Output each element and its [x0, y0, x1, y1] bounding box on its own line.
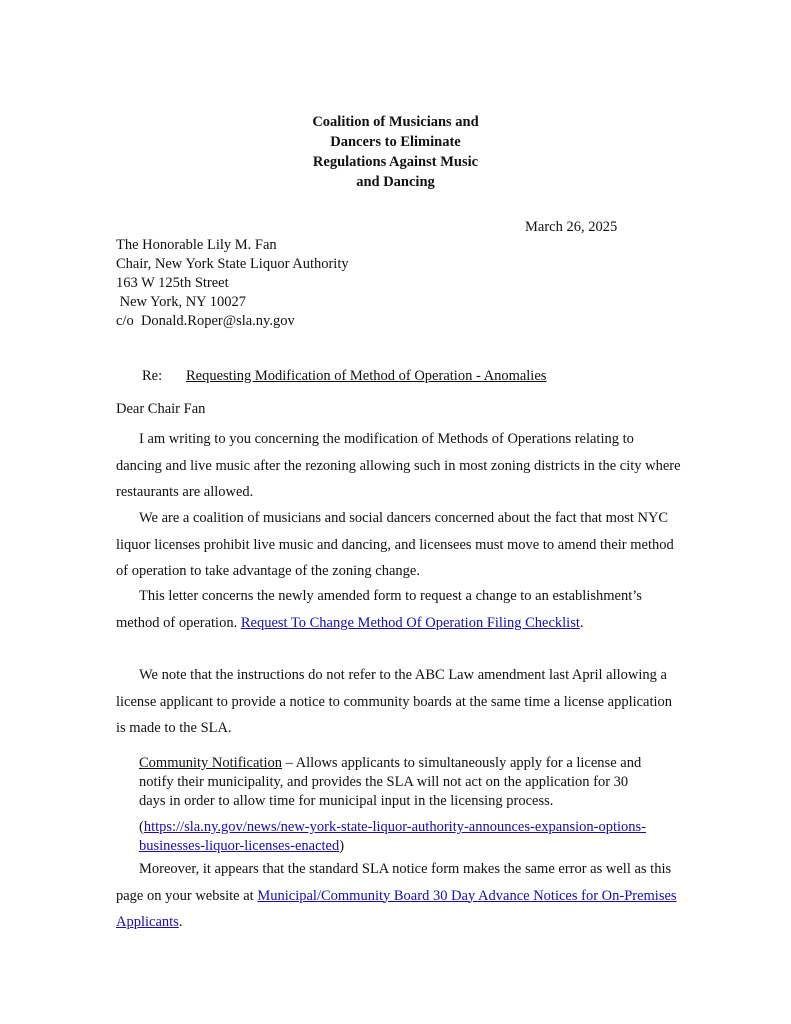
subject-label: Re: [142, 368, 163, 384]
filing-checklist-link[interactable]: Request To Change Method Of Operation Filing Checklist [240, 614, 580, 631]
paragraph-5 [116, 856, 681, 936]
recipient-city: New York, NY 10027 [116, 294, 246, 310]
letterhead-line-4: and Dancing [356, 174, 435, 190]
salutation: Dear Chair Fan [116, 401, 206, 417]
advance-notices-link[interactable]: Municipal/Community Board 30 Day Advance Notices for On-Premises Applicants [116, 887, 677, 930]
paragraph-2: We are a coalition of musicians and social dancers concerned about the fact that most NYC liquor licenses prohibit live music and dancing, and licensees must move to amend their method of operation to take advantage of the zoning change. [116, 510, 674, 579]
quoted-block [139, 754, 649, 811]
subject-line [142, 366, 546, 386]
letter-date: March 26, 2025 [525, 219, 618, 235]
letterhead-line-2: Dancers to Eliminate [330, 134, 461, 150]
recipient-street: 163 W 125th Street [116, 275, 229, 291]
paragraph-5-text: Moreover, it appears that the standard SLA notice form makes the same error as well as this page on your website at [116, 861, 672, 904]
subject-text: Requesting Modification of Method of Operation - Anomalies [186, 368, 547, 384]
announcement-link[interactable]: https://sla.ny.gov/news/new-york-state-liquor-authority-announces-expansion-options-businesses-liquor-licenses-enacted [139, 819, 646, 854]
paragraph-3-text: This letter concerns the newly amended form to request a change to an establishment’s method of operation. [116, 588, 642, 631]
paragraph-1: I am writing to you concerning the modification of Methods of Operations relating to dancing and live music after the rezoning allowing such in most zoning districts in the city where restaurants are allowed. [116, 431, 681, 500]
recipient-name: The Honorable Lily M. Fan [116, 237, 277, 253]
quote-url-open: ( [139, 819, 144, 835]
recipient-care-of: c/o Donald.Roper@sla.ny.gov [116, 313, 295, 329]
quote-source [139, 818, 659, 856]
quote-url-close: ) [339, 838, 345, 854]
recipient-title: Chair, New York State Liquor Authority [116, 256, 349, 272]
quote-term: Community Notification [139, 755, 282, 771]
letterhead-line-3: Regulations Against Music [312, 154, 479, 170]
paragraph-4: We note that the instructions do not refer to the ABC Law amendment last April allowing a license applicant to provide a notice to community boards at the same time a license application is made to the SLA. [116, 667, 673, 736]
paragraph-5-end: . [178, 914, 183, 930]
paragraph-3 [116, 583, 681, 636]
recipient-address [116, 236, 349, 331]
paragraph-3-end: . [579, 614, 584, 631]
quote-text: – Allows applicants to simultaneously apply for a license and notify their municipality, and provides the SLA will not act on the application for 30 days in order to allow time for municipal input in the licensing process. [139, 755, 642, 809]
letterhead-line-1: Coalition of Musicians and [312, 114, 479, 130]
letterhead [0, 112, 791, 192]
